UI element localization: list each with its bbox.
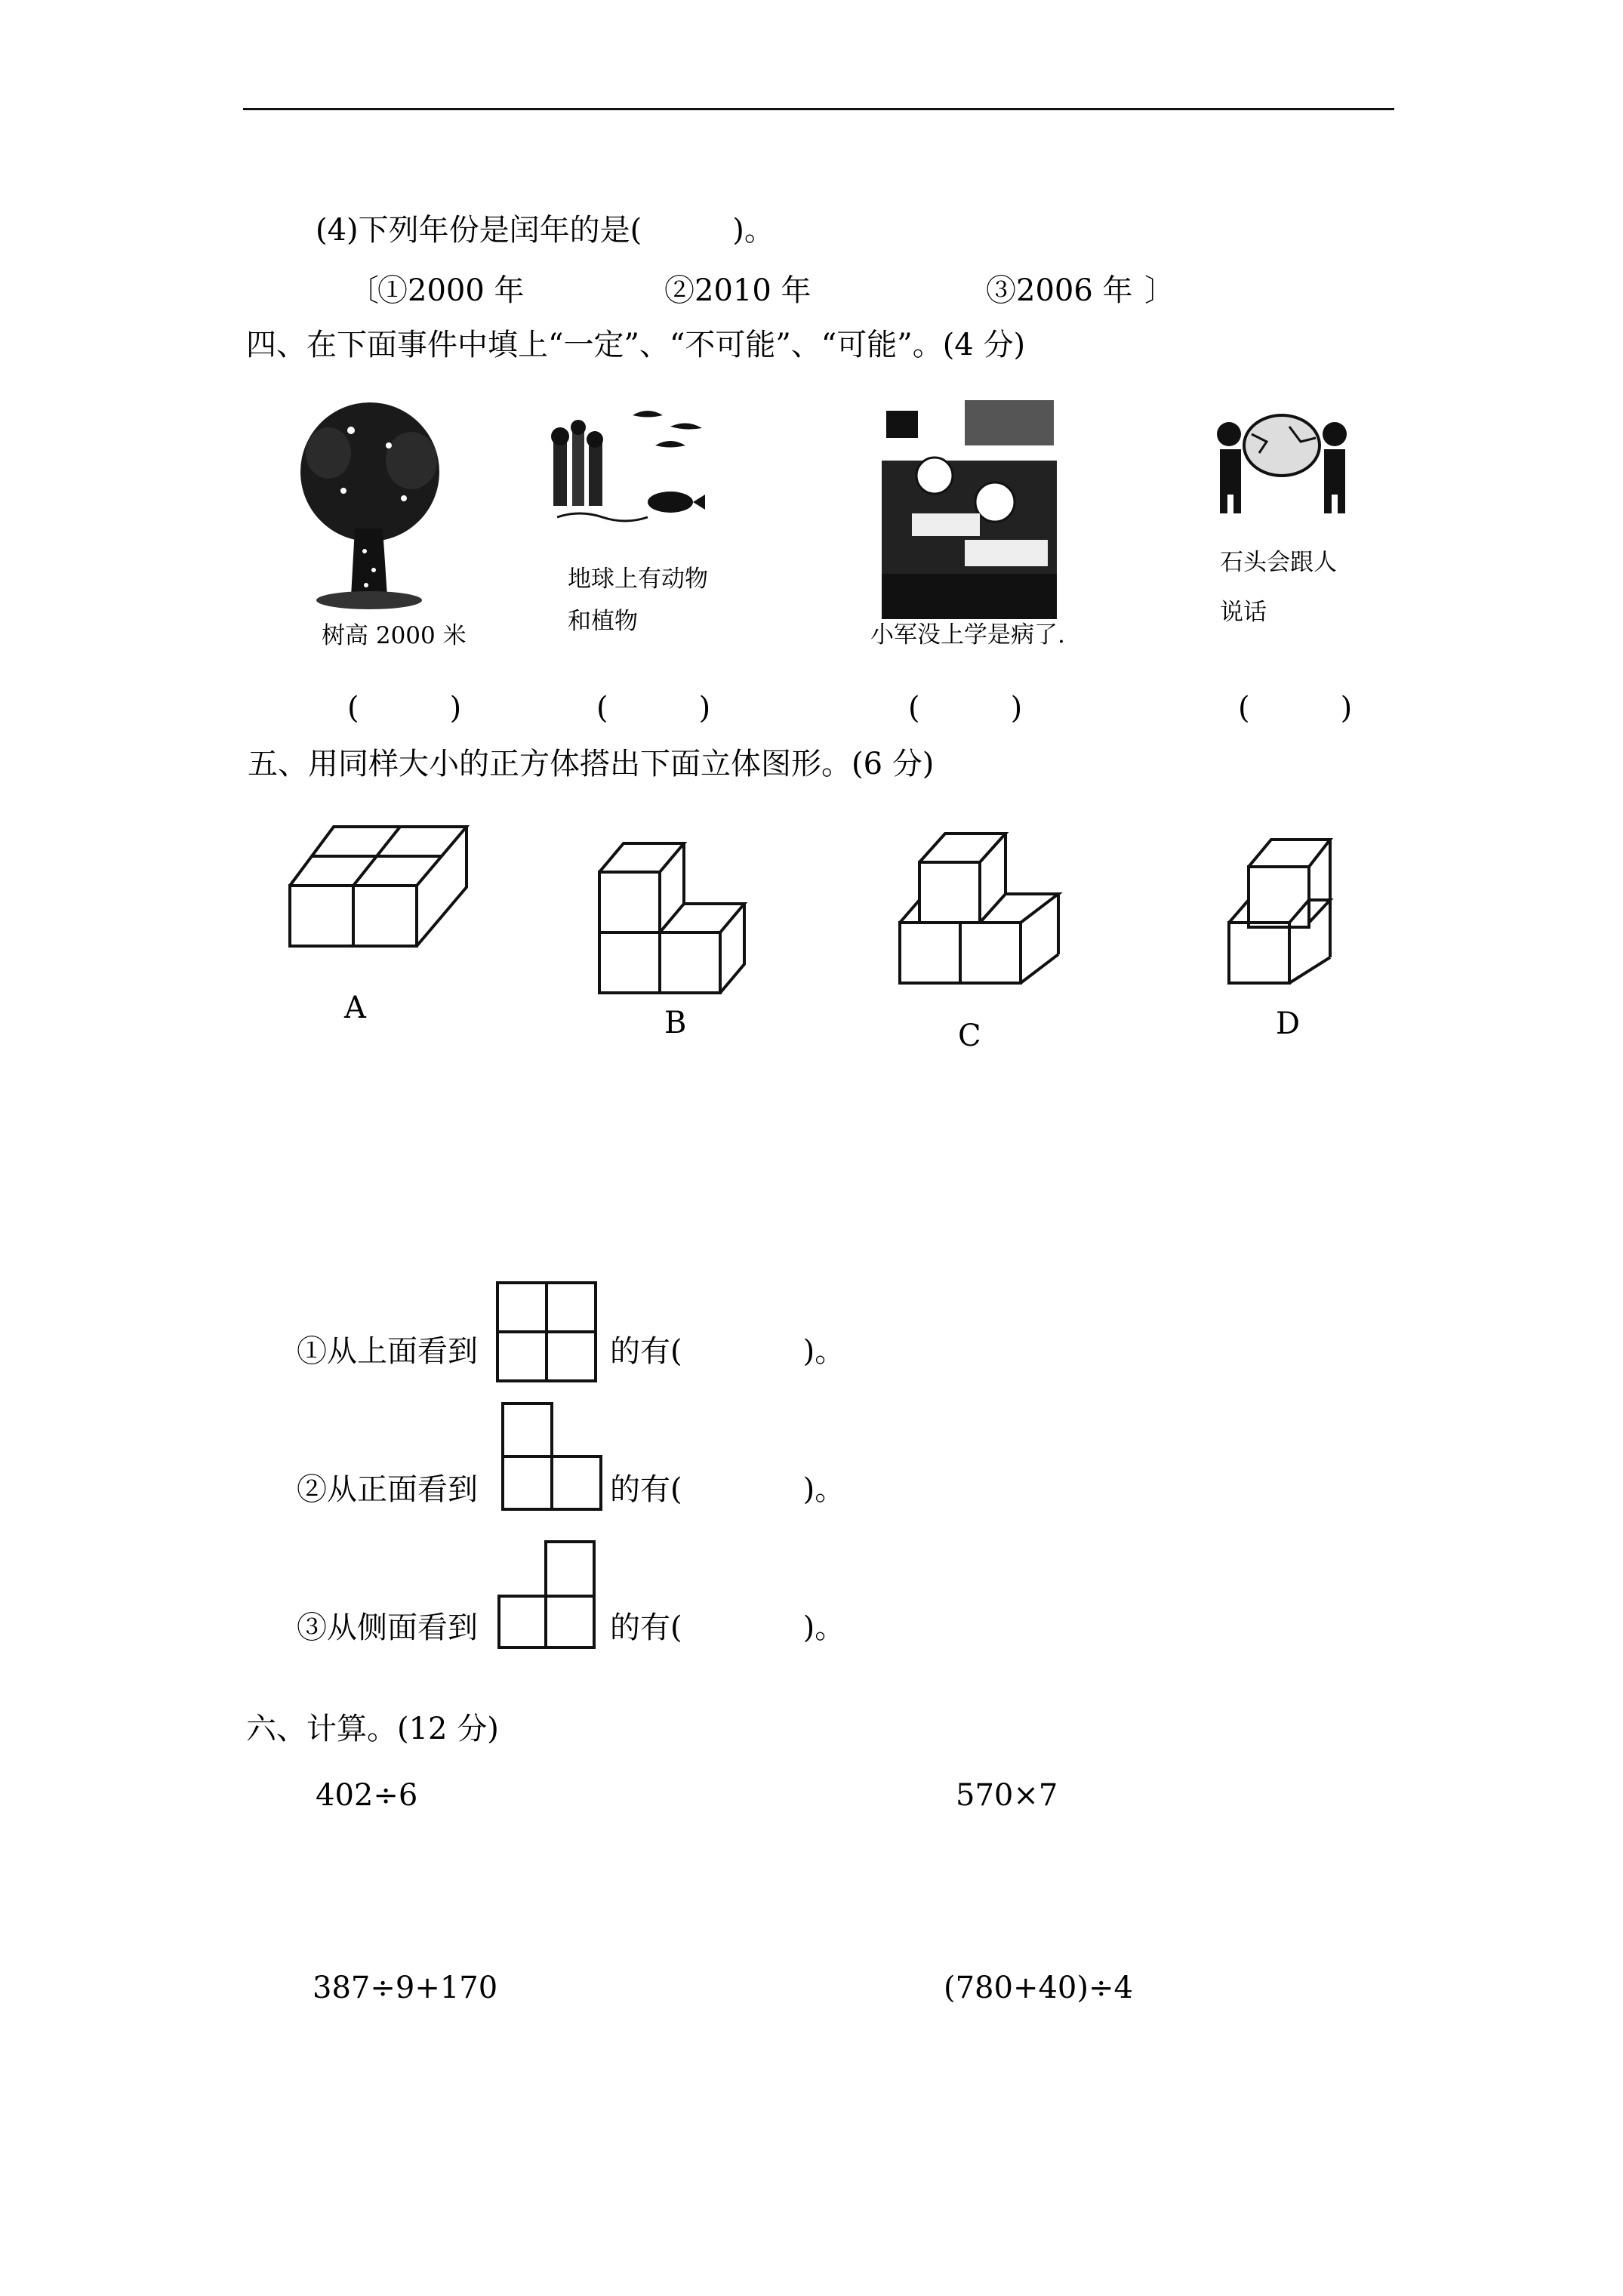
section4-title: 四、在下面事件中填上“一定”、“不可能”、“可能”。(4 分) [246, 328, 1026, 362]
figure-b [596, 812, 762, 993]
event4-blank[interactable]: ( ) [1238, 691, 1353, 726]
q4-bracket-open: 〔 [349, 273, 379, 308]
problem-4: (780+40)÷4 [944, 1971, 1133, 2005]
problem-1: 402÷6 [316, 1778, 418, 1813]
talking-stone-illustration [1206, 404, 1357, 517]
event2-blank[interactable]: ( ) [596, 691, 711, 726]
figure-d [1226, 809, 1354, 983]
figure-c-label: C [958, 1019, 981, 1053]
problem-2: 570×7 [956, 1778, 1058, 1813]
figure-d-label: D [1276, 1006, 1301, 1041]
q4-option-3: ③2006 年 [986, 273, 1133, 308]
view-side-shape [496, 1539, 602, 1652]
classroom-illustration [882, 400, 1057, 619]
event4-caption-line1: 石头会跟人 [1220, 549, 1337, 576]
event1-caption: 树高 2000 米 [322, 622, 467, 649]
q4-option-2: ②2010 年 [664, 273, 812, 308]
figure-c [897, 808, 1070, 983]
view-side-suffix: 的有( )。 [610, 1610, 845, 1645]
event2-caption-line1: 地球上有动物 [568, 566, 708, 593]
event1-blank[interactable]: ( ) [347, 691, 462, 726]
view-top-suffix: 的有( )。 [610, 1334, 845, 1369]
q4-bracket-close: 〕 [1144, 273, 1175, 308]
view-front-suffix: 的有( )。 [610, 1472, 845, 1507]
section5-title: 五、用同样大小的正方体搭出下面立体图形。(6 分) [248, 747, 935, 781]
header-rule [243, 108, 1394, 110]
q4-question: (4)下列年份是闰年的是( )。 [316, 213, 775, 248]
event2-caption-line2: 和植物 [568, 608, 638, 635]
view-top-prefix: ①从上面看到 [297, 1334, 478, 1369]
q4-option-1: ①2000 年 [377, 273, 525, 308]
view-front-prefix: ②从正面看到 [297, 1472, 478, 1507]
section6-title: 六、计算。(12 分) [246, 1712, 499, 1746]
problem-3: 387÷9+170 [313, 1971, 498, 2005]
animals-plants-illustration [542, 408, 723, 529]
figure-a [287, 827, 483, 955]
view-side-prefix: ③从侧面看到 [297, 1610, 478, 1645]
event4-caption-line2: 说话 [1220, 599, 1267, 626]
event3-caption: 小军没上学是病了. [870, 621, 1065, 649]
event3-blank[interactable]: ( ) [908, 691, 1023, 726]
figure-a-label: A [344, 991, 366, 1025]
view-top-shape [494, 1280, 600, 1385]
figure-b-label: B [664, 1006, 687, 1040]
tree-illustration [298, 400, 442, 612]
view-front-shape [500, 1401, 605, 1514]
